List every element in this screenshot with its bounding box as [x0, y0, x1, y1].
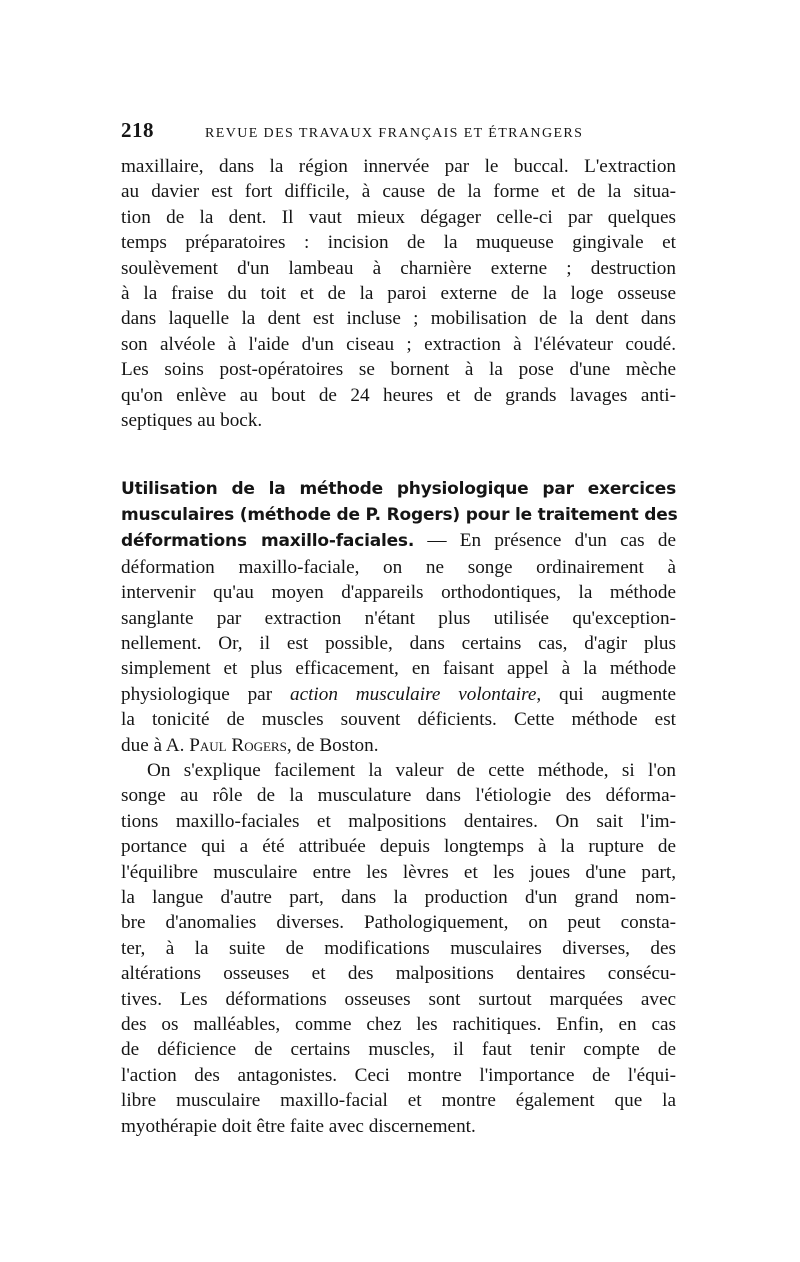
text-line: qu'on enlève au bout de 24 heures et de grands lavages anti-: [121, 384, 676, 406]
text-line: portance qui a été attribuée depuis longtemps à la rupture de: [121, 836, 676, 858]
text-line: Les soins post-opératoires se bornent à la pose d'une mèche: [121, 359, 676, 381]
text-line: libre musculaire maxillo-facial et montre également que la: [121, 1090, 676, 1112]
text-line: septiques au bock.: [121, 410, 263, 432]
text-line: sanglante par extraction n'étant plus utilisée qu'exception-: [121, 607, 676, 629]
section-gap: [121, 433, 676, 477]
text-fragment: , de Boston.: [286, 734, 379, 756]
section-heading-tail: — En présence d'un cas de: [414, 530, 676, 552]
text-line: tives. Les déformations osseuses sont surtout marquées avec: [121, 988, 676, 1010]
text-line: altérations osseuses et des malpositions dentaires consécu-: [121, 963, 676, 985]
page-number: 218: [121, 118, 154, 142]
text-line: nellement. Or, il est possible, dans certains cas, d'agir plus: [121, 632, 676, 654]
text-line: songe au rôle de la musculature dans l'étiologie des déforma-: [121, 785, 676, 807]
paragraph-explanation: [121, 758, 676, 1139]
text-line: maxillaire, dans la région innervée par le buccal. L'extraction: [121, 156, 676, 177]
text-line: la tonicité de muscles souvent déficients. Cette méthode est: [121, 709, 676, 731]
text-line-author: [121, 733, 676, 758]
text-line: la langue d'autre part, dans la production d'un grand nom-: [121, 886, 676, 908]
text-line: On s'explique facilement la valeur de cette méthode, si l'on: [147, 759, 676, 781]
text-line: soulèvement d'un lambeau à charnière externe ; destruction: [121, 257, 676, 279]
author-name: Paul Rogers: [189, 734, 287, 756]
text-line: intervenir qu'au moyen d'appareils orthodontiques, la méthode: [121, 582, 676, 604]
text-line: des os malléables, comme chez les rachitiques. Enfin, en cas: [121, 1014, 676, 1035]
text-line: simplement et plus efficacement, en faisant appel à la méthode: [121, 658, 676, 680]
section-heading-line: déformations maxillo-faciales.: [121, 531, 415, 552]
section-rogers-method: [121, 477, 676, 757]
text-line: à la fraise du toit et de la paroi externe de la loge osseuse: [121, 283, 676, 305]
text-line: son alvéole à l'aide d'un ciseau ; extraction à l'élévateur coudé.: [121, 333, 676, 355]
text-line: ter, à la suite de modifications musculaires diverses, des: [121, 937, 676, 959]
text-line: l'action des antagonistes. Ceci montre l'importance de l'équi-: [121, 1064, 676, 1086]
section-heading-line: Utilisation de la méthode physiologique par exercices: [121, 479, 676, 500]
text-line: de déficience de certains muscles, il faut tenir compte de: [121, 1039, 676, 1061]
text-line: tions maxillo-faciales et malpositions dentaires. On sait l'im-: [121, 810, 676, 832]
text-line: l'équilibre musculaire entre les lèvres et les joues d'une part,: [121, 861, 676, 883]
italic-phrase: action musculaire volontaire: [289, 683, 537, 705]
text-line: myothérapie doit être faite avec discernement.: [121, 1115, 476, 1137]
text-line: bre d'anomalies diverses. Pathologiquement, on peut consta-: [121, 912, 676, 934]
section-heading-line: musculaires (méthode de P. Rogers) pour le traitement des: [121, 504, 678, 525]
running-title: REVUE DES TRAVAUX FRANÇAIS ET ÉTRANGERS: [205, 126, 584, 141]
text-fragment: due à A.: [121, 734, 190, 756]
section-heading-mixed-line: [121, 528, 676, 554]
text-fragment: physiologique par: [121, 683, 290, 705]
text-fragment: , qui augmente: [536, 683, 677, 705]
text-line-italic: [121, 682, 676, 707]
text-line: dans laquelle la dent est incluse ; mobilisation de la dent dans: [121, 308, 676, 330]
page: [121, 118, 676, 1139]
paragraph-extraction: [121, 154, 676, 433]
text-line: au davier est fort difficile, à cause de la forme et de la situa-: [121, 181, 676, 203]
text-line: déformation maxillo-faciale, on ne songe ordinairement à: [121, 556, 676, 578]
text-line: tion de la dent. Il vaut mieux dégager celle-ci par quelques: [121, 206, 676, 228]
text-line: temps préparatoires : incision de la muqueuse gingivale et: [121, 232, 676, 254]
running-header: [121, 118, 676, 146]
